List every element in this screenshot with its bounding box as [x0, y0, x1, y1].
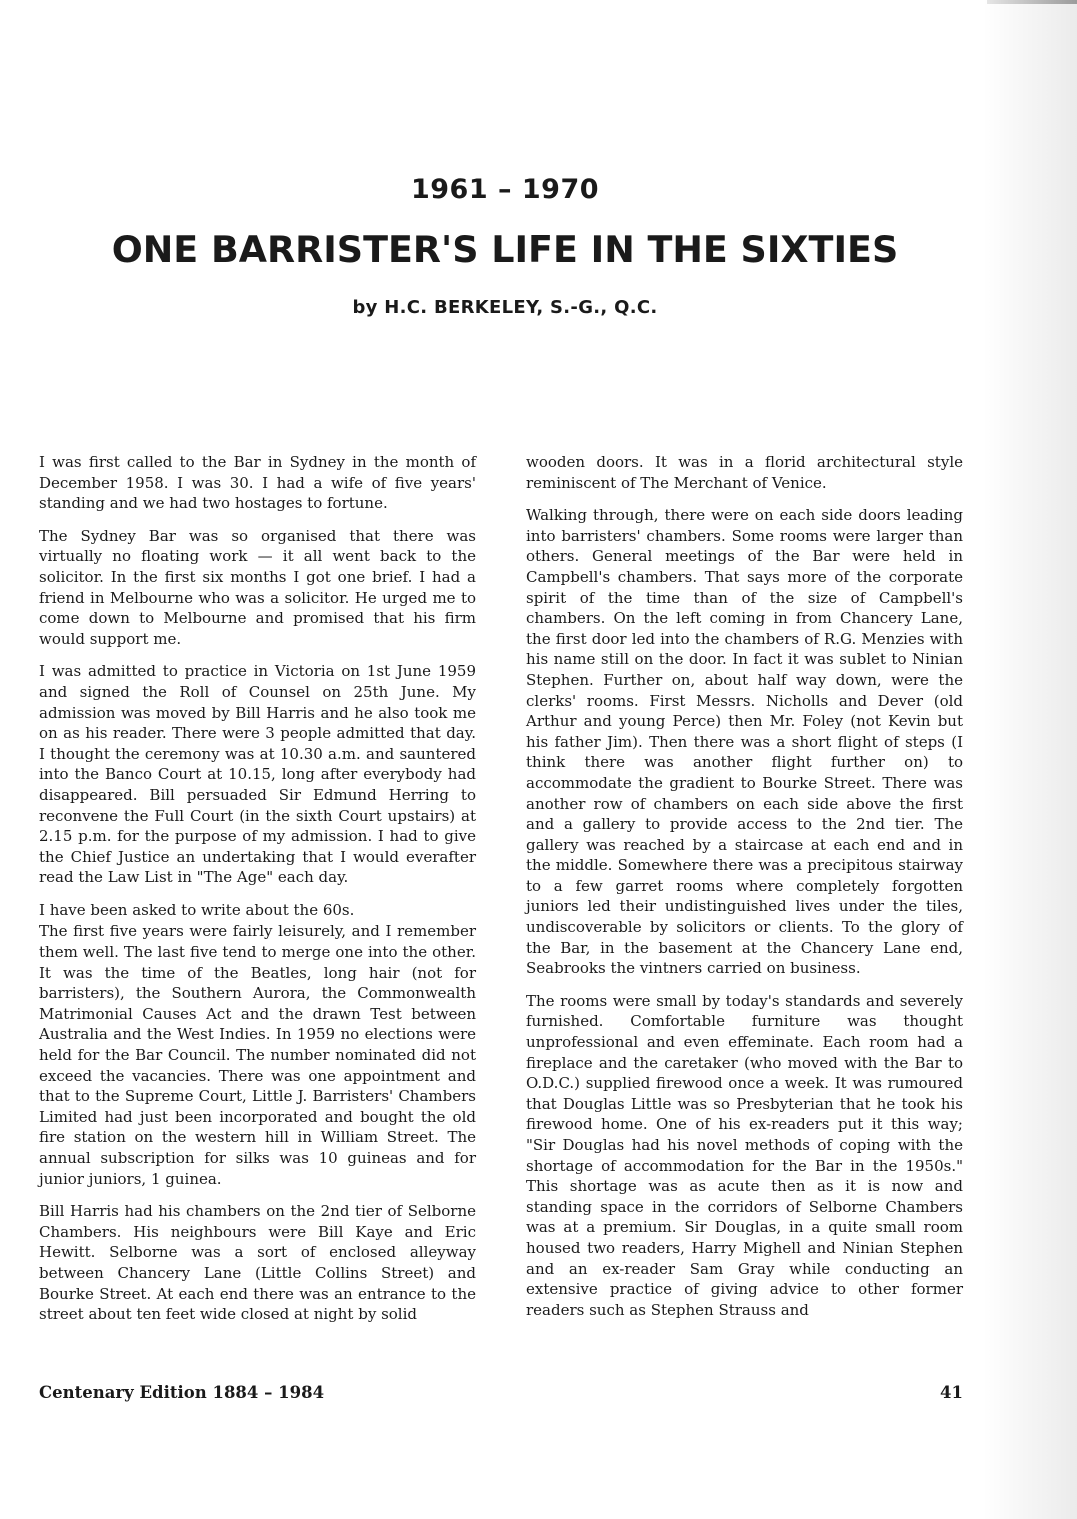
page-edge-line — [987, 0, 1077, 4]
right-column — [526, 452, 963, 1332]
paragraph: The Sydney Bar was so organised that there was virtually no floating work — it all went back to the solicitor. In the first six months I got one brief. I had a friend in Melbourne who was a solicitor. He urged me to come down to Melbourne and promised that his firm would support me. — [39, 526, 476, 648]
footer-edition: Centenary Edition 1884 – 1984 — [39, 1383, 325, 1402]
paragraph: I was first called to the Bar in Sydney in the month of December 1958. I was 30. I had a wife of five years' standing and we had two hostages to fortune. — [39, 453, 476, 513]
paragraph: I was admitted to practice in Victoria on 1st June 1959 and signed the Roll of Counsel on 25th June. My admission was moved by Bill Harris and he also took me on as his reader. There were 3 people admitted that day. I thought the ceremony was at 10.30 a.m. and sauntered into the Banco Court at 10.15, long after everybody had disappeared. Bill persuaded Sir Edmund Herring to reconvene the Full Court (in the sixth Court upstairs) at 2.15 p.m. for the purpose of my admission. I had to give the Chief Justice an undertaking that I would everafter read the Law List in "The Age" each day. — [39, 662, 476, 887]
paragraph: The rooms were small by today's standards and severely furnished. Comfortable furniture was thought unprofessional and even effeminate. Each room had a fireplace and the caretaker (who moved with the Bar to O.D.C.) supplied firewood once a week. It was rumoured that Douglas Little was so Presbyterian that he took his firewood home. One of his ex-readers put it this way; "Sir Douglas had his novel methods of coping with the shortage of accommodation for the Bar in the 1950s." This shortage was as acute then as it is now and standing space in the corridors of Selborne Chambers was at a premium. Sir Douglas, in a quite small room housed two readers, Harry Mighell and Ninian Stephen and an ex-reader Sam Gray while conducting an extensive practice of giving advice to other former readers such as Stephen Strauss and — [526, 991, 963, 1319]
left-column — [39, 452, 476, 1337]
article-title: ONE BARRISTER'S LIFE IN THE SIXTIES — [111, 228, 899, 271]
paragraph: I have been asked to write about the 60s. — [39, 900, 355, 919]
paragraph: Bill Harris had his chambers on the 2nd tier of Selborne Chambers. His neighbours were Bill Kaye and Eric Hewitt. Selborne was a sort of enclosed alleyway between Chancery Lane (Little Collins Street) and Bourke Street. At each end there was an entrance to the street about ten feet wide closed at night by solid — [39, 1202, 476, 1324]
paragraph: wooden doors. It was in a florid architectural style reminiscent of The Merchant of Venice. — [526, 453, 963, 492]
paragraph: The first five years were fairly leisurely, and I remember them well. The last five tend to merge one into the other. It was the time of the Beatles, long hair (not for barristers), the Southern Aurora, the Commonwealth Matrimonial Causes Act and the drawn Test between Australia and the West Indies. In 1959 no elections were held for the Bar Council. The number nominated did not exceed the vacancies. There was one appointment and that to the Supreme Court, Little J. Barristers' Chambers Limited had just been incorporated and bought the old fire station on the western hill in William Street. The annual subscription for silks was 10 guineas and for junior juniors, 1 guinea. — [39, 922, 476, 1188]
paragraph: Walking through, there were on each side doors leading into barristers' chambers. Some rooms were larger than others. General meetings of the Bar were held in Campbell's chambers. That says more of the corporate spirit of the time than of the size of Campbell's chambers. On the left coming in from Chancery Lane, the first door led into the chambers of R.G. Menzies with his name still on the door. In fact it was sublet to Ninian Stephen. Further on, about half way down, were the clerks' rooms. First Messrs. Nicholls and Dever (old Arthur and young Perce) then Mr. Foley (not Kevin but his father Jim). Then there was a short flight of steps (I think there was another flight further on) to accommodate the gradient to Bourke Street. There was another row of chambers on each side above the first and a gallery to provide access to the 2nd tier. The gallery was reached by a staircase at each end and in the middle. Somewhere there was a precipitous stairway to a few garret rooms where completely forgotten juniors led their undistinguished lives under the tiles, undiscoverable by solicitors or clients. To the glory of the Bar, in the basement at the Chancery Lane end, Seabrooks the vintners carried on business. — [526, 506, 963, 978]
decade-heading: 1961 – 1970 — [410, 174, 600, 205]
author-byline: by H.C. BERKELEY, S.-G., Q.C. — [352, 297, 658, 318]
page-number: 41 — [940, 1383, 963, 1402]
